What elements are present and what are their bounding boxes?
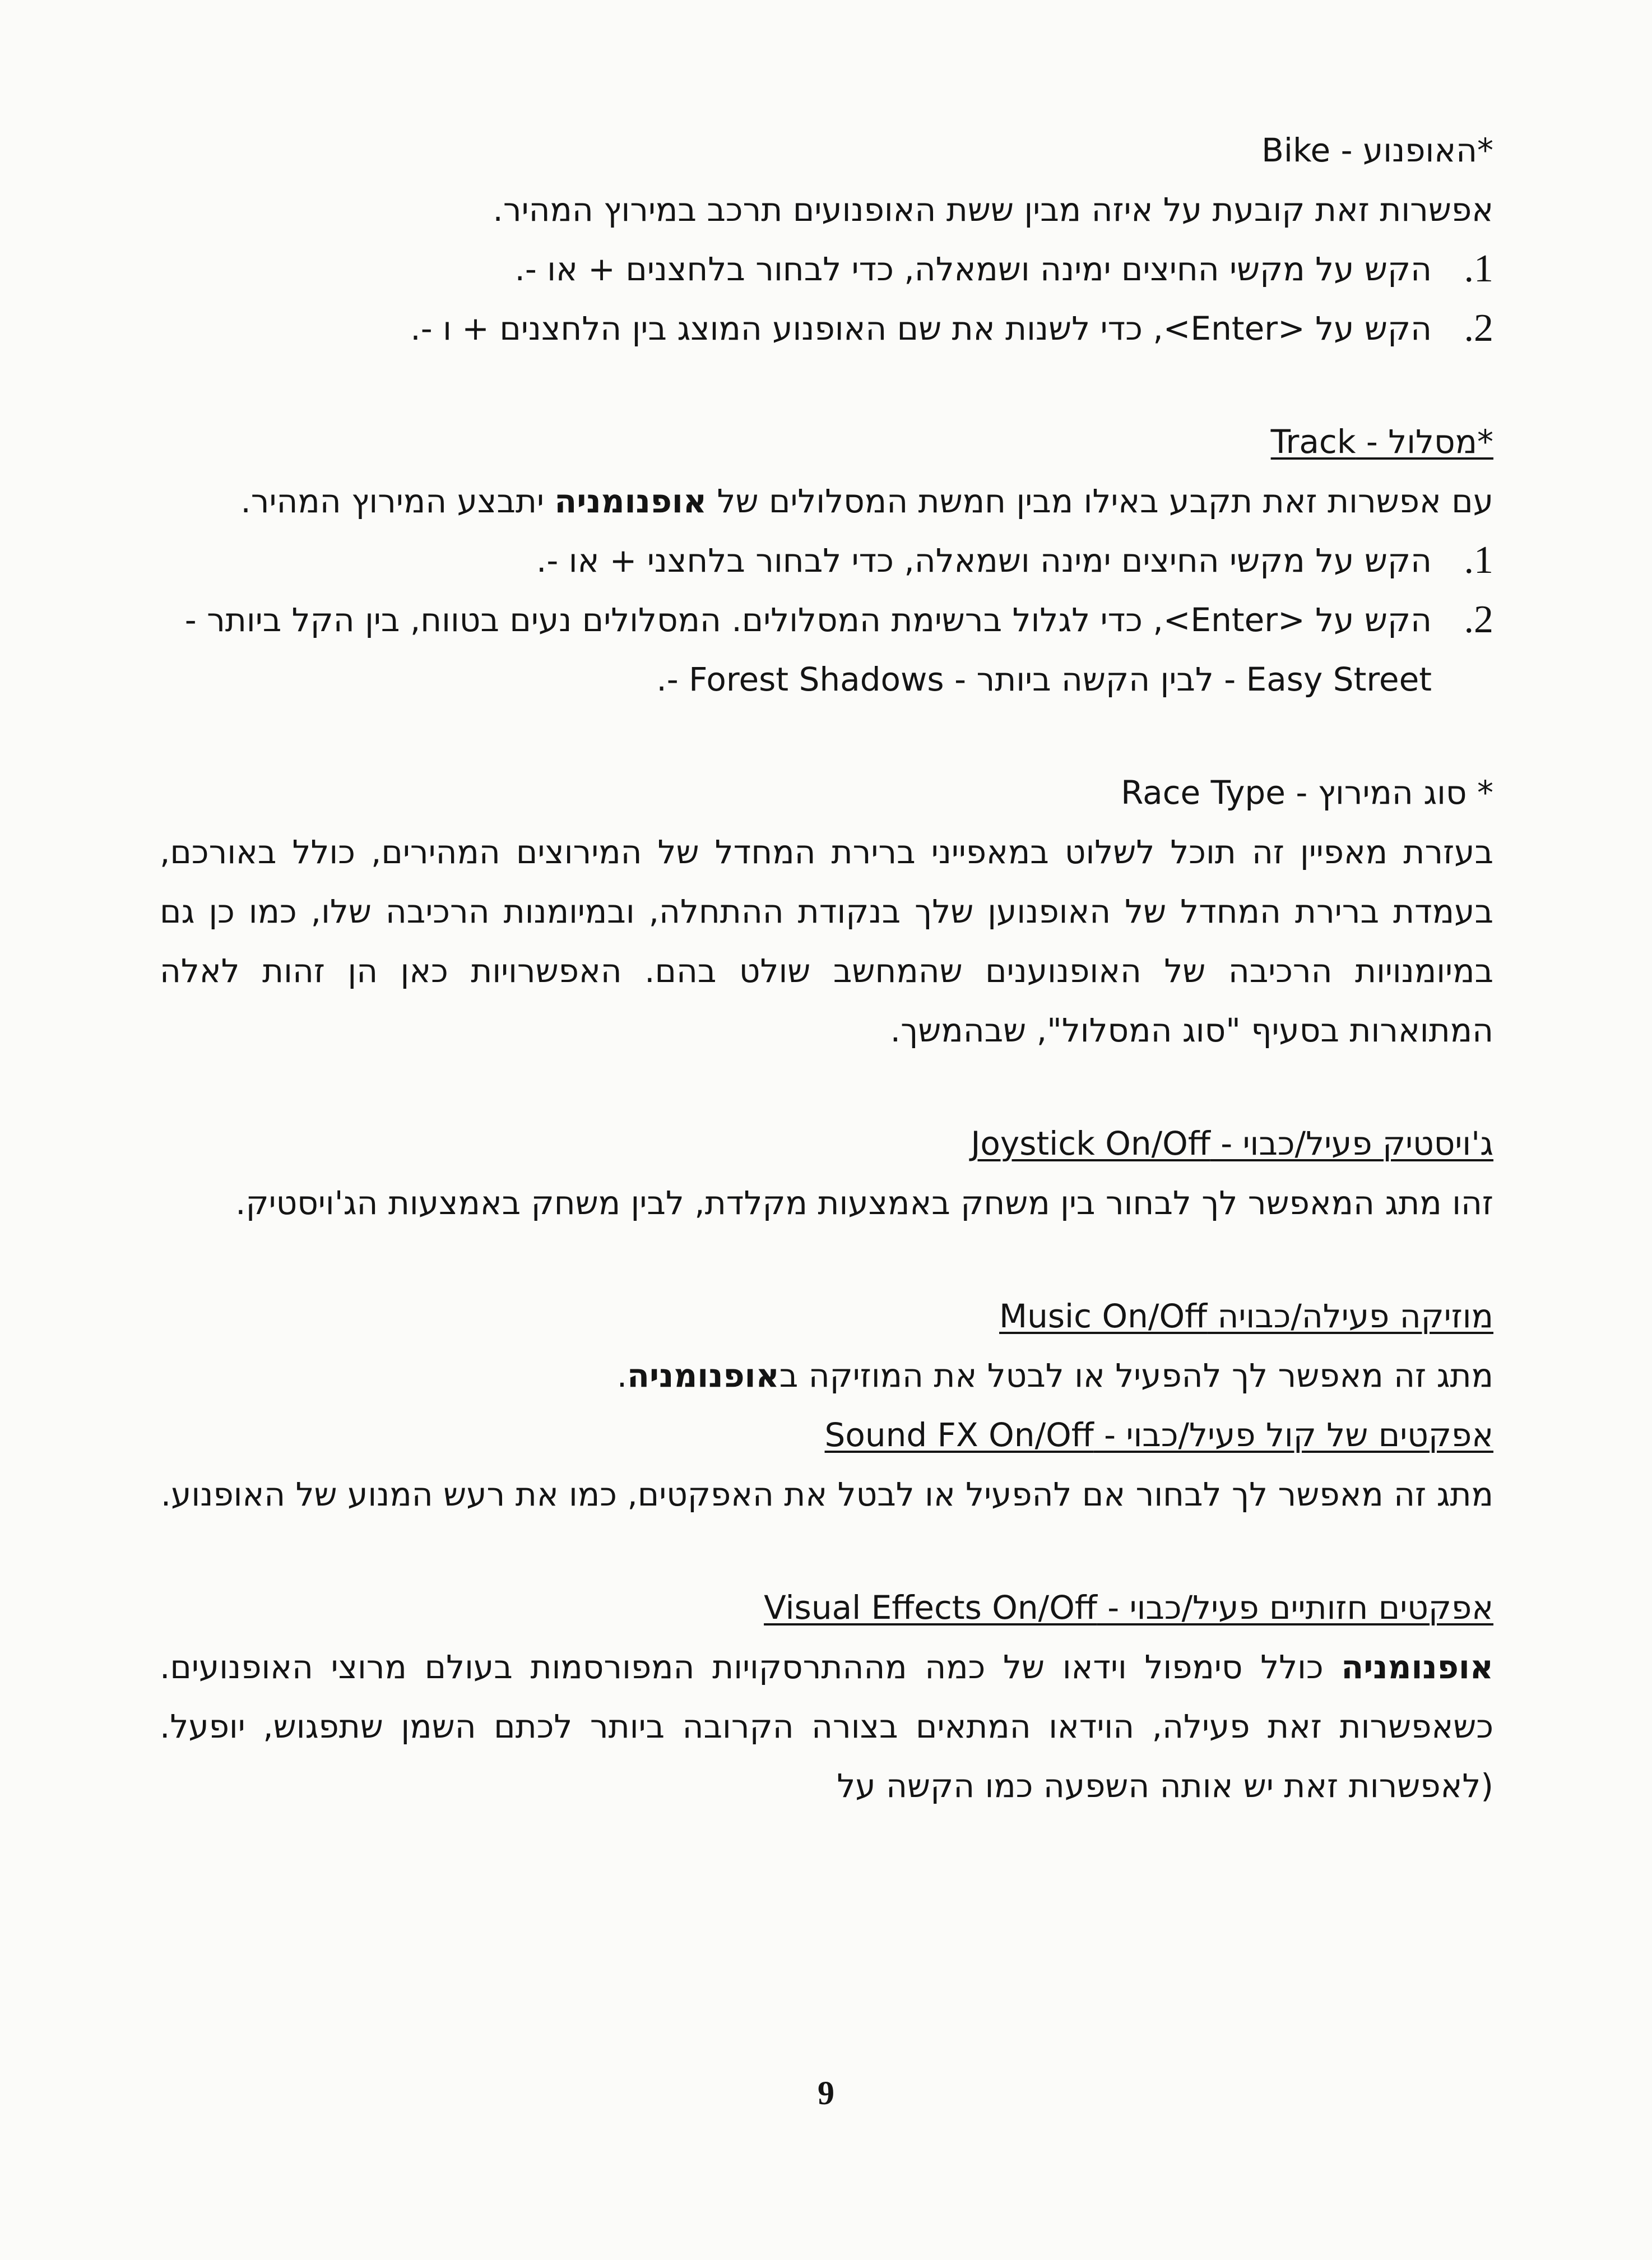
track-body-after: יתבצע המירוץ המהיר. [240,482,555,520]
list-item [160,299,1493,358]
game-title: אופנומניה [1341,1648,1493,1686]
track-body-before: עם אפשרות זאת תקבע באילו מבין חמשת המסלולים של [707,482,1493,520]
page-number: 9 [818,2074,834,2111]
visual-effects-heading: אפקטים חזותיים פעיל/כבוי - Visual Effects On/Off [764,1589,1493,1627]
race-type-heading: * סוג המירוץ - Race Type [1121,774,1493,812]
step-number: 2. [1464,307,1493,350]
step-text: הקש על <Enter>, כדי לשנות את שם האופנוע המוצג בין הלחצנים + ו -. [410,309,1432,348]
bike-heading: *האופנוע - Bike [1261,131,1493,169]
sound-fx-body: מתג זה מאפשר לך לבחור אם להפעיל או לבטל את האפקטים, כמו את רעש המנוע של האופנוע. [160,1475,1493,1513]
list-item [160,531,1493,590]
spacer [160,358,1493,412]
step-number: 1. [1464,539,1493,582]
list-item [160,590,1493,709]
race-type-body: בעזרת מאפיין זה תוכל לשלוט במאפייני ברירת המחדל של המירוצים המהירים, כולל באורכם, בעמדת ברירת המחדל של האופנוען שלך בנקודת ההתחלה, ובמיומנות הרכיבה שלו, כמו כן גם במיומנויות הרכיבה של האופנוענים שהמחשב שולט בהם. האפשרויות כאן הן זהות לאלה המתוארות בסעיף "סוג המסלול", שבהמשך. [160,833,1493,1049]
list-item [160,239,1493,299]
spacer [160,1233,1493,1286]
step-text: הקש על מקשי החיצים ימינה ושמאלה, כדי לבחור בלחצנים + או -. [514,250,1432,288]
page-content [160,121,1493,1816]
music-body [160,1346,1493,1405]
step-number: 1. [1464,247,1493,290]
sound-fx-heading: אפקטים של קול פעיל/כבוי - Sound FX On/Off [824,1416,1493,1454]
game-title: אופנומניה [554,482,707,520]
joystick-heading: ג'ויסטיק פעיל/כבוי - Joystick On/Off [971,1124,1493,1163]
step-text: הקש על <Enter>, כדי לגלול ברשימת המסלולים. המסלולים נעים בטווח, בין הקל ביותר -Easy Street - לבין הקשה ביותר - Forest Shadows -. [184,601,1432,698]
track-body [160,471,1493,531]
track-heading: *מסלול - Track [1270,423,1493,461]
spacer [160,1060,1493,1114]
spacer [160,709,1493,763]
music-heading: מוזיקה פעילה/כבויה Music On/Off [999,1297,1493,1335]
spacer [160,1524,1493,1578]
step-text: הקש על מקשי החיצים ימינה ושמאלה, כדי לבחור בלחצני + או -. [536,541,1432,580]
track-steps [160,531,1493,709]
music-body-after: . [616,1356,628,1395]
bike-body: אפשרות זאת קובעת על איזה מבין ששת האופנועים תרכב במירוץ המהיר. [493,191,1493,229]
visual-effects-body [160,1637,1493,1816]
bike-steps [160,239,1493,358]
game-title: אופנומניה [627,1356,779,1395]
visual-effects-body-text: כולל סימפול וידאו של כמה מההתרסקויות המפורסמות בעולם מרוצי האופנועים. כשאפשרות זאת פעילה, הוידאו המתאים בצורה הקרובה ביותר לכתם השמן שתפגוש, יופעל. (לאפשרות זאת יש אותה השפעה כמו הקשה על [160,1648,1493,1805]
step-number: 2. [1464,598,1493,641]
music-body-before: מתג זה מאפשר לך להפעיל או לבטל את המוזיקה ב [779,1356,1493,1395]
joystick-body: זהו מתג המאפשר לך לבחור בין משחק באמצעות מקלדת, לבין משחק באמצעות הג'ויסטיק. [235,1184,1493,1222]
